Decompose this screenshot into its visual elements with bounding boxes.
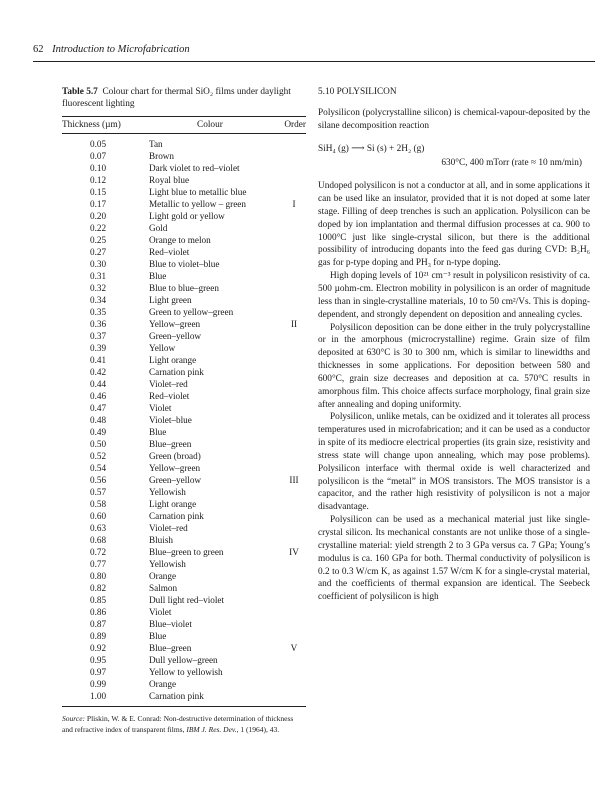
colour-cell: Orange bbox=[149, 679, 177, 689]
thickness-cell: 0.86 bbox=[90, 607, 107, 617]
thickness-cell: 0.20 bbox=[90, 211, 107, 221]
table-row bbox=[62, 570, 306, 582]
running-header bbox=[33, 44, 190, 55]
table-row bbox=[62, 654, 306, 666]
table-row bbox=[62, 522, 306, 534]
thickness-cell: 0.31 bbox=[90, 271, 107, 281]
table-row bbox=[62, 186, 306, 198]
colour-cell: Blue to violet–blue bbox=[149, 259, 220, 269]
thickness-cell: 0.87 bbox=[90, 619, 107, 629]
table-row bbox=[62, 138, 306, 150]
thickness-cell: 0.99 bbox=[90, 679, 107, 689]
table-row bbox=[62, 342, 306, 354]
table-row bbox=[62, 450, 306, 462]
reaction-conditions: 630°C, 400 mTorr (rate ≈ 10 nm/min) bbox=[441, 158, 582, 169]
table-row bbox=[62, 354, 306, 366]
thickness-cell: 0.48 bbox=[90, 415, 107, 425]
paragraph: Polysilicon can be used as a mechanical material just like single-crystal silicon. Its mechanical constants are not unlike those of a single-crystalline material: yield strength 2 to 3 GPa versus ca. 7 GPa; Young’s modulus is ca. 160 GPa for both. Thermal conductivity of polysilicon is 0.2 to 0.3 W/cm K, as against 1.57 W/cm K for a single-crystal material, and the coefficients of thermal expansion are identical. The Seebeck coefficient of polysilicon is high bbox=[318, 515, 590, 603]
table-row bbox=[62, 282, 306, 294]
table-row bbox=[62, 162, 306, 174]
thickness-cell: 0.05 bbox=[90, 139, 107, 149]
colour-cell: Blue–green bbox=[149, 439, 192, 449]
colour-cell: Light green bbox=[149, 295, 192, 305]
table-row bbox=[62, 306, 306, 318]
thickness-cell: 0.27 bbox=[90, 247, 107, 257]
table-row bbox=[62, 366, 306, 378]
thickness-cell: 0.42 bbox=[90, 367, 107, 377]
table-row bbox=[62, 198, 306, 210]
order-cell: V bbox=[290, 643, 298, 653]
thickness-cell: 0.37 bbox=[90, 331, 107, 341]
colour-cell: Light gold or yellow bbox=[149, 211, 225, 221]
table-source bbox=[62, 713, 306, 735]
table-row bbox=[62, 582, 306, 594]
table-row bbox=[62, 618, 306, 630]
table-row bbox=[62, 414, 306, 426]
colour-cell: Light blue to metallic blue bbox=[149, 187, 247, 197]
reaction-equation: SiH₄ (g) ⟶ Si (s) + 2H₂ (g) bbox=[318, 143, 425, 154]
table-row bbox=[62, 294, 306, 306]
colour-cell: Carnation pink bbox=[149, 511, 204, 521]
colour-cell: Blue–green bbox=[149, 643, 192, 653]
paragraph: High doping levels of 10²¹ cm⁻³ result in polysilicon resistivity of ca. 500 µohm-cm. Electron mobility in polysilicon is an order of magnitude less than in single-crystalline materials, 10 to 50 cm²/Vs. This is doping-dependent, and strongly dependent on deposition and annealing cycles. bbox=[318, 271, 590, 320]
paragraph: Polysilicon deposition can be done either in the truly polycrystalline or in the amorphous (microcrystalline) regime. Grain size of film deposited at 630°C is 30 to 300 nm, which is similar to linewidths and thicknesses in some applications. For deposition between 580 and 600°C, grain size decreases and deposition at ca. 570°C results in amorphous film. This choice affects surface morphology, final grain size after annealing and doping uniformity. bbox=[318, 322, 590, 410]
table-row bbox=[62, 630, 306, 642]
colour-cell: Green–yellow bbox=[149, 475, 202, 485]
colour-cell: Red–violet bbox=[149, 247, 190, 257]
source-prefix: Source: bbox=[62, 714, 86, 723]
colour-cell: Blue bbox=[149, 631, 167, 641]
colour-cell: Violet bbox=[149, 607, 172, 617]
thickness-cell: 0.77 bbox=[90, 559, 107, 569]
order-cell: I bbox=[292, 199, 296, 209]
table-header bbox=[62, 117, 306, 133]
table-row bbox=[62, 174, 306, 186]
colour-cell: Red–violet bbox=[149, 391, 190, 401]
order-cell: IV bbox=[289, 547, 299, 557]
table-row bbox=[62, 498, 306, 510]
table-caption bbox=[62, 86, 306, 110]
colour-cell: Tan bbox=[149, 139, 163, 149]
thickness-cell: 0.41 bbox=[90, 355, 107, 365]
colour-cell: Blue to blue–green bbox=[149, 283, 219, 293]
table-body bbox=[62, 134, 306, 706]
colour-cell: Blue–violet bbox=[149, 619, 192, 629]
colour-cell: Carnation pink bbox=[149, 367, 204, 377]
table-row bbox=[62, 486, 306, 498]
thickness-cell: 0.25 bbox=[90, 235, 107, 245]
table-row bbox=[62, 318, 306, 330]
thickness-cell: 0.72 bbox=[90, 547, 107, 557]
colour-cell: Royal blue bbox=[149, 175, 190, 185]
table-row bbox=[62, 150, 306, 162]
running-title: Introduction to Microfabrication bbox=[52, 44, 190, 55]
colour-cell: Dark violet to red–violet bbox=[149, 163, 240, 173]
colour-cell: Yellowish bbox=[149, 487, 186, 497]
thickness-cell: 1.00 bbox=[90, 691, 107, 701]
table-row bbox=[62, 390, 306, 402]
table-row bbox=[62, 246, 306, 258]
thickness-cell: 0.10 bbox=[90, 163, 107, 173]
colour-cell: Salmon bbox=[149, 583, 178, 593]
paragraph: Undoped polysilicon is not a conductor at all, and in some applications it can be used like an insulator, provided that it is not doped at some later stage. Filling of deep trenches is such an application. Polysilicon can be doped by ion implantation and thermal diffusion processes at ca. 900 to 1000°C just like single-crystal silicon, but there is the additional possibility of introducing dopants into the feed gas during CVD: B₂H₆ gas for p-type doping and PH₃ for n-type doping. bbox=[318, 181, 590, 269]
source-journal: IBM J. Res. Dev. bbox=[186, 725, 237, 734]
colour-cell: Gold bbox=[149, 223, 168, 233]
table-row bbox=[62, 690, 306, 702]
table-row bbox=[62, 330, 306, 342]
colour-cell: Yellow–green bbox=[149, 463, 201, 473]
colour-cell: Dull yellow–green bbox=[149, 655, 218, 665]
thickness-cell: 0.35 bbox=[90, 307, 107, 317]
colour-cell: Violet–blue bbox=[149, 415, 192, 425]
thickness-cell: 0.52 bbox=[90, 451, 107, 461]
colour-cell: Dull light red–violet bbox=[149, 595, 225, 605]
table-row bbox=[62, 270, 306, 282]
thickness-cell: 0.85 bbox=[90, 595, 107, 605]
table-bottom-rule bbox=[62, 706, 306, 707]
order-cell: III bbox=[289, 475, 299, 485]
colour-cell: Metallic to yellow – green bbox=[149, 199, 246, 209]
colour-cell: Carnation pink bbox=[149, 691, 204, 701]
colour-cell: Violet–red bbox=[149, 523, 188, 533]
table-row bbox=[62, 510, 306, 522]
colour-cell: Blue bbox=[149, 427, 167, 437]
thickness-cell: 0.07 bbox=[90, 151, 107, 161]
section-column bbox=[318, 86, 590, 604]
source-text-2: , 1 (1964), 43. bbox=[236, 725, 280, 734]
thickness-cell: 0.57 bbox=[90, 487, 107, 497]
colour-cell: Bluish bbox=[149, 535, 173, 545]
thickness-cell: 0.68 bbox=[90, 535, 107, 545]
thickness-cell: 0.17 bbox=[90, 199, 107, 209]
thickness-cell: 0.95 bbox=[90, 655, 107, 665]
table-row bbox=[62, 678, 306, 690]
table-row bbox=[62, 666, 306, 678]
thickness-cell: 0.92 bbox=[90, 643, 107, 653]
table-row bbox=[62, 474, 306, 486]
colour-cell: Yellow–green bbox=[149, 319, 201, 329]
thickness-cell: 0.36 bbox=[90, 319, 107, 329]
table-row bbox=[62, 426, 306, 438]
thickness-cell: 0.44 bbox=[90, 379, 107, 389]
table-row bbox=[62, 462, 306, 474]
thickness-cell: 0.47 bbox=[90, 403, 107, 413]
table-row bbox=[62, 258, 306, 270]
table-row bbox=[62, 558, 306, 570]
section-intro: Polysilicon (polycrystalline silicon) is chemical-vapour-deposited by the silane decomposition reaction bbox=[318, 107, 590, 131]
paragraph: Polysilicon, unlike metals, can be oxidized and it tolerates all process temperatures used in microfabrication; and it can be used as a conductor in spite of its mediocre electrical properties (its grain size, resistivity and stress state will change upon annealing, which may pose problems). Polysilicon interface with thermal oxide is well characterized and polysilicon is the “metal” in MOS transistors. The MOS transistor is a capacitor, and the rather high resistivity of polysilicon is not a major disadvantage. bbox=[318, 412, 590, 513]
colour-cell: Yellowish bbox=[149, 559, 186, 569]
thickness-cell: 0.56 bbox=[90, 475, 107, 485]
thickness-cell: 0.80 bbox=[90, 571, 107, 581]
table-row bbox=[62, 546, 306, 558]
colour-cell: Green to yellow–green bbox=[149, 307, 234, 317]
order-cell: II bbox=[290, 319, 298, 329]
table-row bbox=[62, 534, 306, 546]
thickness-cell: 0.58 bbox=[90, 499, 107, 509]
thickness-cell: 0.39 bbox=[90, 343, 107, 353]
thickness-cell: 0.32 bbox=[90, 283, 107, 293]
thickness-cell: 0.89 bbox=[90, 631, 107, 641]
thickness-cell: 0.63 bbox=[90, 523, 107, 533]
section-heading: 5.10 POLYSILICON bbox=[318, 87, 397, 97]
col-thickness: Thickness (µm) bbox=[62, 120, 121, 130]
thickness-cell: 0.12 bbox=[90, 175, 107, 185]
page-number: 62 bbox=[33, 44, 44, 55]
thickness-cell: 0.50 bbox=[90, 439, 107, 449]
colour-cell: Yellow bbox=[149, 343, 176, 353]
header-rule bbox=[33, 61, 595, 62]
colour-cell: Blue bbox=[149, 271, 167, 281]
thickness-cell: 0.22 bbox=[90, 223, 107, 233]
colour-cell: Brown bbox=[149, 151, 175, 161]
colour-cell: Yellow to yellowish bbox=[149, 667, 223, 677]
thickness-cell: 0.82 bbox=[90, 583, 107, 593]
table-row bbox=[62, 438, 306, 450]
colour-cell: Blue–green to green bbox=[149, 547, 224, 557]
col-colour: Colour bbox=[197, 120, 223, 130]
colour-cell: Orange to melon bbox=[149, 235, 211, 245]
colour-cell: Green (broad) bbox=[149, 451, 201, 461]
thickness-cell: 0.60 bbox=[90, 511, 107, 521]
table-row bbox=[62, 210, 306, 222]
colour-cell: Violet bbox=[149, 403, 172, 413]
thickness-cell: 0.49 bbox=[90, 427, 107, 437]
table-caption-text: Colour chart for thermal SiO₂ films under daylight fluorescent lighting bbox=[62, 87, 291, 109]
thickness-cell: 0.54 bbox=[90, 463, 107, 473]
thickness-cell: 0.97 bbox=[90, 667, 107, 677]
thickness-cell: 0.30 bbox=[90, 259, 107, 269]
table-label: Table 5.7 bbox=[62, 87, 98, 97]
thickness-cell: 0.15 bbox=[90, 187, 107, 197]
table-row bbox=[62, 642, 306, 654]
table-row bbox=[62, 222, 306, 234]
table-row bbox=[62, 594, 306, 606]
colour-cell: Light orange bbox=[149, 355, 197, 365]
table-block bbox=[62, 86, 306, 735]
table-row bbox=[62, 402, 306, 414]
thickness-cell: 0.46 bbox=[90, 391, 107, 401]
table-row bbox=[62, 234, 306, 246]
table-row bbox=[62, 606, 306, 618]
source-text-1: Pliskin, W. & E. Conrad: Non-destructive determination of thickness and refractive index of transparent films, bbox=[62, 714, 294, 734]
colour-cell: Green–yellow bbox=[149, 331, 202, 341]
col-order: Order bbox=[284, 120, 306, 130]
colour-cell: Orange bbox=[149, 571, 177, 581]
colour-cell: Violet–red bbox=[149, 379, 188, 389]
table-row bbox=[62, 378, 306, 390]
thickness-cell: 0.34 bbox=[90, 295, 107, 305]
colour-cell: Light orange bbox=[149, 499, 197, 509]
